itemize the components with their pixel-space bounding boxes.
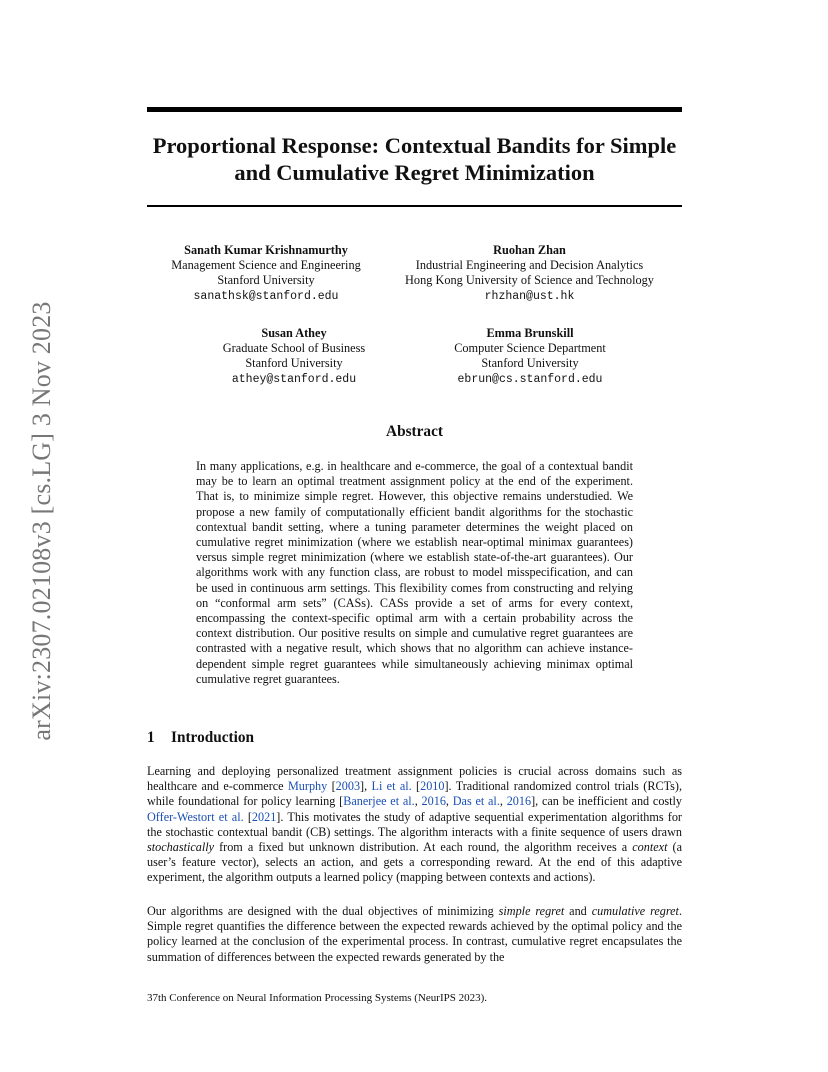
author-affiliation: Graduate School of Business <box>222 341 366 356</box>
citation-link[interactable]: Offer-Westort et al. <box>147 809 244 824</box>
emphasis: cumulative regret <box>591 904 679 918</box>
author-institution: Stanford University <box>245 356 343 371</box>
text-run: [ <box>327 779 336 794</box>
text-run: ]. This motivates the study of adaptive sequential experimentation algorithms for the stochastic contextual bandit (CB) settings. The algorithm interacts with a finite sequence of users drawn <box>147 809 682 839</box>
author-name: Sanath Kumar Krishnamurthy <box>184 243 348 257</box>
author-block <box>176 326 412 387</box>
citation-link[interactable]: Banerjee et al. <box>343 794 415 809</box>
title-bottom-rule <box>147 205 682 207</box>
text-run: , <box>499 794 507 809</box>
text-run: (a user’s feature vector), selects an action, and gets a corresponding reward. At the end of this adaptive experiment, the algorithm outputs a learned policy (mapping between contexts and actions). <box>147 840 683 885</box>
citation-link[interactable]: 2021 <box>251 809 277 824</box>
citation-link[interactable]: 2016 <box>506 794 532 809</box>
author-name: Susan Athey <box>261 326 327 340</box>
intro-paragraph <box>147 764 682 886</box>
author-name: Ruohan Zhan <box>493 243 566 257</box>
intro-paragraph <box>147 904 682 965</box>
text-run: ]. Traditional randomized control trials (RCTs), while foundational for policy learning [ <box>147 779 683 809</box>
arxiv-identifier: arXiv:2307.02108v3 [cs.LG] 3 Nov 2023 <box>27 301 56 741</box>
citation-link[interactable]: 2010 <box>420 779 445 794</box>
text-run: [ <box>411 779 421 794</box>
text-run: Our algorithms are designed with the dual objectives of minimizing <box>147 904 499 918</box>
emphasis: context <box>632 840 668 855</box>
author-block <box>384 243 675 304</box>
citation-link[interactable]: 2003 <box>335 779 361 794</box>
author-institution: Stanford University <box>217 273 315 288</box>
citation-link[interactable]: Das et al. <box>452 794 500 809</box>
section-number: 1 <box>147 729 155 746</box>
section-title: Introduction <box>171 729 255 746</box>
author-block <box>148 243 384 304</box>
author-email: ebrun@cs.stanford.edu <box>457 372 603 386</box>
text-run: , <box>414 794 422 809</box>
author-institution: Hong Kong University of Science and Technology <box>405 273 654 288</box>
author-affiliation: Computer Science Department <box>454 341 606 356</box>
text-run: . Simple regret quantifies the difference between the expected rewards achieved by the optimal policy and the policy learned at the conclusion of the experimental process. In contrast, cumulative regret encapsulates the summation of differences between the expected rewards generated by the <box>147 904 682 964</box>
paper-title: Proportional Response: Contextual Bandits for Simple and Cumulative Regret Minimization <box>152 133 677 185</box>
author-email: rhzhan@ust.hk <box>484 289 575 303</box>
author-name: Emma Brunskill <box>486 326 574 340</box>
section-heading <box>147 729 254 747</box>
text-run: , <box>445 794 453 809</box>
author-email: athey@stanford.edu <box>231 372 357 386</box>
emphasis: simple regret <box>498 904 565 918</box>
text-run: [ <box>243 809 252 824</box>
citation-link[interactable]: Murphy <box>287 779 328 794</box>
text-run: ], can be inefficient and costly <box>531 794 683 809</box>
abstract-text: In many applications, e.g. in healthcare and e-commerce, the goal of a contextual bandit may be to learn an optimal treatment assignment policy at the end of the experiment. That is, to minimize simple regret. However, this objective remains understudied. We propose a new family of computationally efficient bandit algorithms for the stochastic contextual bandit setting, where a tuning parameter determines the weight placed on cumulative regret minimization (where we establish near-optimal minimax guarantees) versus simple regret minimization (where we establish state-of-the-art guarantees). Our algorithms work with any function class, are robust to model misspecification, and can be used in continuous arm settings. This flexibility comes from constructing and relying on “conformal arm sets” (CASs). CASs provide a set of arms for every context, encompassing the context-specific optimal arm with a certain probability across the context distribution. Our positive results on simple and cumulative regret guarantees are contrasted with a negative result, which shows that no algorithm can achieve instance-dependent simple regret guarantees while simultaneously achieving minimax optimal cumulative regret guarantees. <box>196 459 633 686</box>
author-block <box>412 326 648 387</box>
author-institution: Stanford University <box>481 356 579 371</box>
text-run: from a fixed but unknown distribution. At each round, the algorithm receives a <box>214 840 633 855</box>
emphasis: stochastically <box>147 840 215 855</box>
text-run: ], <box>360 779 372 794</box>
conference-footnote: 37th Conference on Neural Information Processing Systems (NeurIPS 2023). <box>147 992 488 1004</box>
text-run: and <box>564 904 592 918</box>
citation-link[interactable]: Li et al. <box>371 779 412 794</box>
abstract-heading: Abstract <box>386 423 443 440</box>
text-run: Learning and deploying personalized treatment assignment policies is crucial across domains such as healthcare and e-commerce <box>147 764 682 794</box>
author-affiliation: Industrial Engineering and Decision Analytics <box>415 258 644 273</box>
citation-link[interactable]: 2016 <box>421 794 446 809</box>
author-affiliation: Management Science and Engineering <box>171 258 361 273</box>
title-top-rule <box>147 107 682 112</box>
author-email: sanathsk@stanford.edu <box>193 289 339 303</box>
